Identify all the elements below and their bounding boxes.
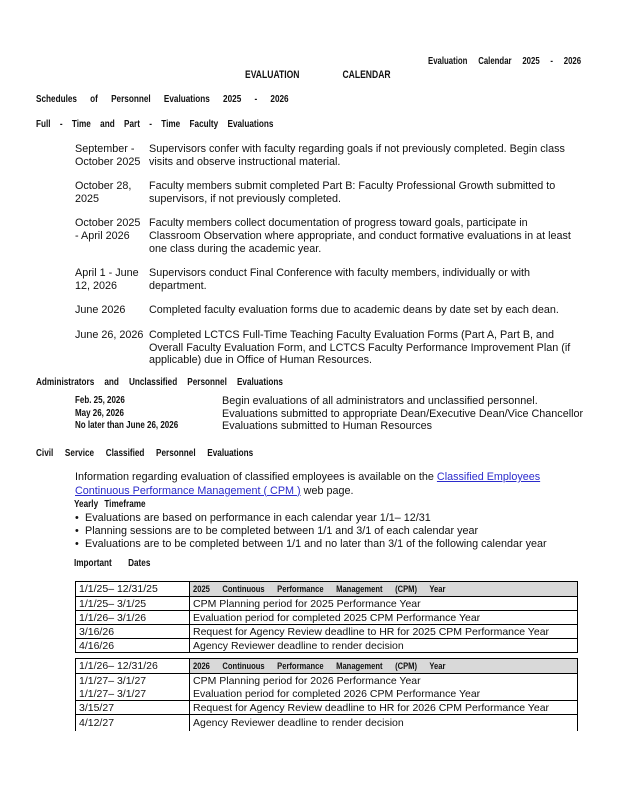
schedule-date: No later than June 26, 2026 [75,420,179,432]
bullet-item [75,538,587,551]
schedule-text: Evaluations submitted to appropriate Dean/Executive Dean/Vice Chancellor [222,407,584,420]
description-cell: Evaluation period for completed 2026 CPM Performance Year [190,687,578,701]
bullet-icon: • [75,538,79,551]
bullet-text: Planning sessions are to be completed between 1/1 and 3/1 of each calendar year [85,525,479,538]
schedule-text: Faculty members collect documentation of progress toward goals, participate in Classroom Observation where appropriate, and conduct formative evaluations in at least one class during the academic year. [149,217,571,255]
document-subtitle: Schedules of Personnel Evaluations 2025 - 2026 [36,93,289,105]
table-header-cell: 2025 Continuous Performance Management (CPM) Year [190,582,578,597]
bullet-icon: • [75,525,79,538]
yearly-timeframe-heading: Yearly Timeframe [74,498,146,510]
schedule-date: May 26, 2026 [75,407,124,419]
schedule-text: Supervisors confer with faculty regarding goals if not previously completed. Begin class visits and observe instructional material. [149,143,565,168]
schedule-item [75,267,582,292]
date-cell: 1/1/25– 12/31/25 [76,582,190,597]
bullet-text: Evaluations are based on performance in each calendar year 1/1– 12/31 [85,512,431,524]
date-cell: 1/1/26– 12/31/26 [76,659,190,674]
description-cell: CPM Planning period for 2026 Performance Year [190,674,578,688]
table-header-row [76,659,578,674]
date-cell: 1/1/26– 3/1/26 [76,611,190,625]
civil-info-suffix: web page. [300,484,354,497]
date-cell: 4/16/26 [76,639,190,653]
timeframe-bullet-list [75,512,587,552]
bullet-text: Evaluations are to be completed between 1/1 and no later than 3/1 of the following calendar year [85,538,547,551]
table-header-cell: 2026 Continuous Performance Management (CPM) Year [190,659,578,674]
schedule-date: June 2026 [75,304,126,317]
faculty-schedule-list [75,143,582,379]
section-heading-admin: Administrators and Unclassified Personnel Evaluations [36,376,283,388]
description-cell: CPM Planning period for 2025 Performance Year [190,597,578,611]
header-right-text: Evaluation Calendar 2025 - 2026 [428,56,582,67]
bullet-item [75,512,587,525]
table-row [76,701,578,715]
schedule-text: Supervisors conduct Final Conference with faculty members, individually or with department. [149,267,531,292]
schedule-item [75,304,582,317]
description-cell: Request for Agency Review deadline to HR for 2026 CPM Performance Year [190,701,578,715]
civil-info-paragraph [75,471,582,498]
date-cell: 3/16/26 [76,625,190,639]
table-row [76,715,578,732]
bullet-icon: • [75,512,79,524]
schedule-text: Completed LCTCS Full-Time Teaching Faculty Evaluation Forms (Part A, Part B, and Overall Faculty Evaluation Form, and LCTCS Faculty Performance Improvement Plan (if applicable) due in Office of Human Resources. [149,328,571,367]
table-row [76,639,578,653]
table-row [76,597,578,611]
schedule-item [75,408,595,421]
table-row [76,687,578,701]
date-cell: 3/15/27 [76,701,190,715]
description-cell: Evaluation period for completed 2025 CPM Performance Year [190,611,578,625]
document-title: EVALUATION CALENDAR [245,69,391,81]
date-cell: 1/1/27– 3/1/27 [76,674,190,688]
description-cell: Request for Agency Review deadline to HR for 2025 CPM Performance Year [190,625,578,639]
important-dates-heading: Important Dates [74,557,151,569]
table-row [76,674,578,688]
table-header-row [76,582,578,597]
description-cell: Agency Reviewer deadline to render decision [190,639,578,653]
schedule-date: Feb. 25, 2026 [75,395,125,406]
schedule-date: June 26, 2026 [75,328,144,341]
section-heading-civil: Civil Service Classified Personnel Evaluations [36,447,254,459]
date-cell: 1/1/27– 3/1/27 [76,687,190,701]
description-cell: Agency Reviewer deadline to render decision [190,715,578,732]
schedule-text: Begin evaluations of all administrators and unclassified personnel. [222,395,538,407]
table-row [76,625,578,639]
section-heading-faculty: Full - Time and Part - Time Faculty Evaluations [36,118,274,130]
cpm-table-2026 [75,658,578,731]
schedule-item [75,329,582,367]
date-cell: 4/12/27 [76,715,190,732]
cpm-table-2025 [75,581,578,653]
schedule-item [75,217,582,255]
schedule-text: Evaluations submitted to Human Resources [222,420,433,433]
schedule-date: October 28, 2025 [75,180,132,205]
schedule-text: Completed faculty evaluation forms due to academic deans by date set by each dean. [149,304,559,317]
schedule-item [75,395,595,408]
schedule-item [75,420,595,433]
table-row [76,611,578,625]
civil-info-prefix: Information regarding evaluation of classified employees is available on the [75,471,437,483]
schedule-date: April 1 - June 12, 2026 [75,267,139,292]
schedule-date: October 2025 - April 2026 [75,217,141,242]
admin-schedule-list [75,395,595,433]
schedule-item [75,180,582,205]
bullet-item [75,525,587,538]
schedule-text: Faculty members submit completed Part B: Faculty Professional Growth submitted to supervisors, if not previously completed. [149,180,556,205]
schedule-item [75,143,582,168]
schedule-date: September - October 2025 [75,143,141,168]
cpm-webpage-link[interactable]: Classified Employees Continuous Performance Management ( CPM ) [75,471,541,497]
date-cell: 1/1/25– 3/1/25 [76,597,190,611]
